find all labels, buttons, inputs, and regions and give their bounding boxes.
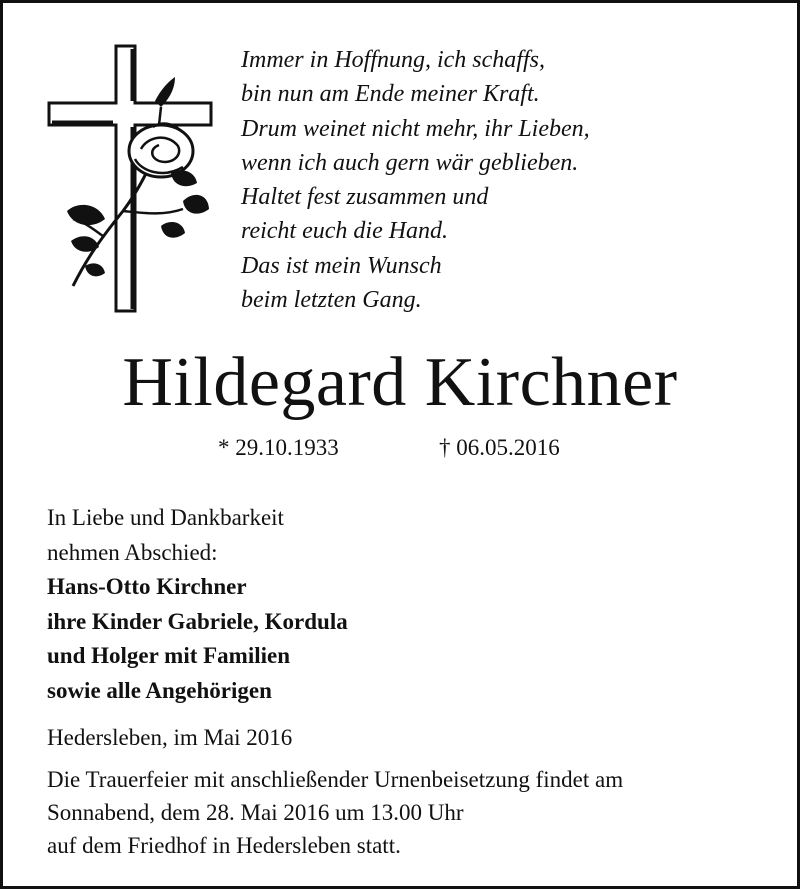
poem-line: reicht euch die Hand. <box>241 218 449 245</box>
poem-line: bin nun am Ende meiner Kraft. <box>241 81 540 108</box>
mourner-name: Hans-Otto Kirchner <box>47 574 247 599</box>
ceremony-line: Sonnabend, dem 28. Mai 2016 um 13.00 Uhr <box>47 800 464 825</box>
place-date: Hedersleben, im Mai 2016 <box>47 725 293 750</box>
poem-line: Drum weinet nicht mehr, ihr Lieben, <box>241 115 590 142</box>
poem <box>241 43 590 317</box>
ceremony-info <box>47 763 623 862</box>
mourners-intro-line: In Liebe und Dankbarkeit <box>47 505 284 530</box>
death-date: † 06.05.2016 <box>439 435 560 460</box>
ceremony-line: Die Trauerfeier mit anschließender Urnenbeisetzung findet am <box>47 767 624 792</box>
poem-line: Das ist mein Wunsch <box>241 252 442 279</box>
mourner-name: sowie alle Angehörigen <box>47 677 272 703</box>
deceased-name: Hildegard Kirchner <box>122 344 678 421</box>
mourners-intro-line: nehmen Abschied: <box>47 539 218 565</box>
poem-line: Haltet fest zusammen und <box>241 184 489 211</box>
birth-date: * 29.10.1933 <box>218 435 339 460</box>
mourners-block <box>47 501 348 708</box>
poem-line: beim letzten Gang. <box>241 287 422 314</box>
poem-line: Immer in Hoffnung, ich schaffs, <box>241 47 545 73</box>
poem-line: wenn ich auch gern wär geblieben. <box>241 149 579 176</box>
cross-with-rose-icon <box>43 41 213 316</box>
ceremony-line: auf dem Friedhof in Hedersleben statt. <box>47 833 401 858</box>
mourner-name: und Holger mit Familien <box>47 643 290 668</box>
mourner-name: ihre Kinder Gabriele, Kordula <box>47 608 348 634</box>
